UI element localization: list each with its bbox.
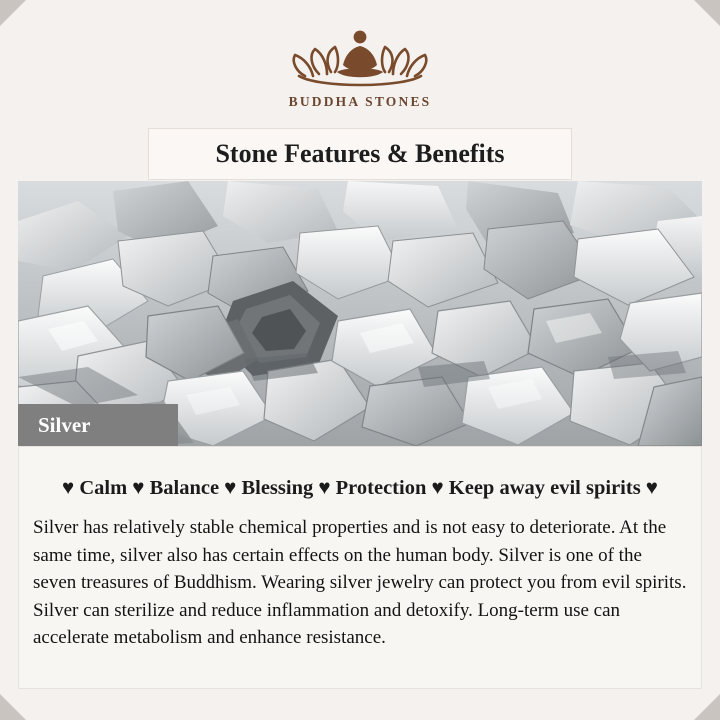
corner-decoration-bottom-right xyxy=(694,694,720,720)
stone-name-badge xyxy=(18,404,178,446)
page-title: Stone Features & Benefits xyxy=(215,139,505,168)
lotus-meditation-icon xyxy=(285,22,435,90)
section-title-band xyxy=(148,128,572,180)
brand-block xyxy=(0,22,720,110)
stone-name-label: Silver xyxy=(38,412,91,437)
description-panel xyxy=(18,446,702,689)
benefit-keywords: ♥ Calm ♥ Balance ♥ Blessing ♥ Protection ♥ Keep away evil spirits ♥ xyxy=(62,477,658,499)
corner-decoration-bottom-left xyxy=(0,694,26,720)
brand-name: BUDDHA STONES xyxy=(288,94,432,109)
description-paragraph: Silver has relatively stable chemical properties and is not easy to deteriorate. At the same time, silver also has certain effects on the human body. Silver is one of the seven treasures of Buddhism. Wearing silver jewelry can protect you from evil spirits. Silver can sterilize and reduce inflammation and detoxify. Long-term use can accelerate metabolism and enhance resistance. xyxy=(33,517,687,649)
